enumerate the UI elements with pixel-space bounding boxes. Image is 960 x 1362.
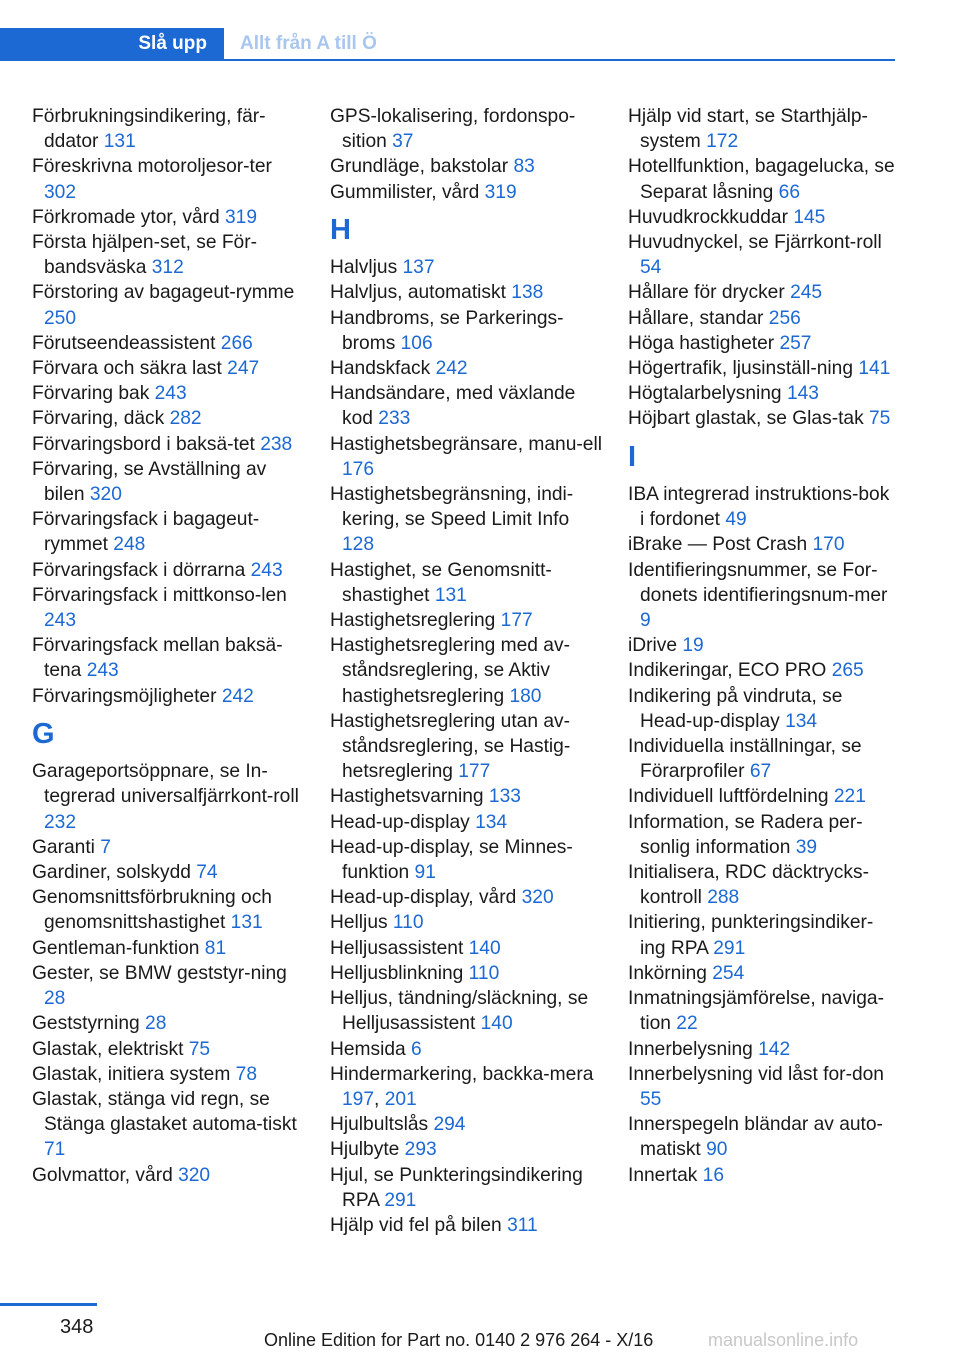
page-link[interactable]: 28 bbox=[44, 988, 66, 1010]
index-entry-text: Hastighetsvarning bbox=[330, 786, 489, 808]
index-entry-text: Förvaringsmöjligheter bbox=[32, 685, 222, 707]
page-link[interactable]: 291 bbox=[713, 937, 746, 959]
page-link[interactable]: 266 bbox=[220, 332, 253, 354]
index-entry bbox=[32, 230, 304, 280]
index-entry-text: Förvaringsfack i dörrarna bbox=[32, 559, 251, 581]
index-entry-text: Indikeringar, ECO PRO bbox=[628, 660, 832, 682]
index-entry bbox=[628, 734, 896, 784]
page-link[interactable]: 71 bbox=[44, 1139, 66, 1161]
page-link[interactable]: 232 bbox=[44, 811, 77, 833]
page-link[interactable]: 242 bbox=[221, 685, 254, 707]
index-entry-text: Hållare, standar bbox=[628, 307, 769, 329]
index-entry-text: Head-up-display bbox=[330, 811, 476, 833]
page-link[interactable]: 140 bbox=[468, 937, 501, 959]
index-entry bbox=[628, 633, 896, 658]
index-entry-text: Huvudkrockkuddar bbox=[628, 206, 794, 228]
page-link[interactable]: 22 bbox=[676, 1013, 698, 1035]
index-entry-text: Grundläge, bakstolar bbox=[330, 156, 514, 178]
index-entry bbox=[32, 860, 304, 885]
index-entry-text: Förutseendeassistent bbox=[32, 332, 221, 354]
page-link[interactable]: 143 bbox=[786, 383, 819, 405]
index-entry bbox=[32, 104, 304, 154]
index-entry bbox=[330, 784, 602, 809]
index-entry bbox=[32, 885, 304, 935]
page-link[interactable]: 6 bbox=[411, 1038, 422, 1060]
index-entry-text: Hastighetsreglering med av-ståndsreglering, se Aktiv hastighetsreglering bbox=[330, 635, 570, 707]
index-entry bbox=[32, 961, 304, 1011]
page-link[interactable]: 141 bbox=[858, 358, 891, 380]
index-entry-text: Innerbelysning bbox=[628, 1038, 759, 1060]
tab-sla-upp[interactable]: Slå upp bbox=[0, 28, 224, 60]
index-entry-text: Hjälp vid fel på bilen bbox=[330, 1214, 508, 1236]
index-entry bbox=[628, 482, 896, 532]
index-entry bbox=[330, 104, 602, 154]
index-entry-text: Inmatningsjämförelse, naviga-tion bbox=[628, 988, 884, 1035]
index-entry bbox=[330, 356, 602, 381]
page-link[interactable]: 142 bbox=[758, 1038, 791, 1060]
index-entry-text: Handskfack bbox=[330, 358, 436, 380]
index-entry-text: Geststyrning bbox=[32, 1013, 146, 1035]
index-entry bbox=[330, 1112, 602, 1137]
index-entry bbox=[32, 356, 304, 381]
index-entry-text: Helljusblinkning bbox=[330, 962, 469, 984]
page-link[interactable]: 201 bbox=[384, 1088, 417, 1110]
index-entry-text: Initiering, punkteringsindiker-ing RPA bbox=[628, 912, 874, 959]
index-entry bbox=[32, 633, 304, 683]
section-letter: H bbox=[330, 213, 351, 246]
index-entry-text: GPS-lokalisering, fordonspo-sition bbox=[330, 106, 576, 153]
index-entry-text: Höga hastigheter bbox=[628, 332, 780, 354]
index-entry bbox=[330, 482, 602, 558]
index-entry-text: Föreskrivna motoroljesor-ter bbox=[32, 156, 272, 178]
index-entry bbox=[32, 205, 304, 230]
index-entry-text: Individuell luftfördelning bbox=[628, 786, 834, 808]
index-entry-text: Förbrukningsindikering, fär-ddator bbox=[32, 106, 266, 153]
index-entry bbox=[32, 331, 304, 356]
page-link[interactable]: 247 bbox=[227, 358, 260, 380]
index-entry-text: Initialisera, RDC däcktrycks-kontroll bbox=[628, 862, 869, 909]
index-entry bbox=[330, 180, 602, 205]
index-entry-text: Förvaringsbord i baksä-tet bbox=[32, 433, 261, 455]
section-letter: G bbox=[32, 717, 55, 750]
index-entry-text: Head-up-display, vård bbox=[330, 887, 522, 909]
index-entry bbox=[330, 1163, 602, 1213]
index-entry bbox=[32, 457, 304, 507]
page-link[interactable]: 172 bbox=[706, 131, 739, 153]
index-entry bbox=[330, 154, 602, 179]
index-entry bbox=[628, 532, 896, 557]
index-entry-text: Förvaring, se Avställning av bilen bbox=[32, 458, 267, 506]
index-entry-text: Handbroms, se Parkerings-broms bbox=[330, 307, 564, 354]
index-entry-text: Innertak bbox=[628, 1164, 703, 1186]
page-link[interactable]: 19 bbox=[682, 635, 704, 657]
index-entry bbox=[330, 381, 602, 431]
index-entry-text: Hastighetsreglering bbox=[330, 610, 501, 632]
page-link[interactable]: 78 bbox=[235, 1063, 258, 1085]
page-link[interactable]: 49 bbox=[725, 509, 747, 531]
index-entry-text: Förvaring bak bbox=[32, 383, 155, 405]
index-entry-text: Förvaringsfack mellan baksä-tena bbox=[32, 635, 283, 682]
index-entry-text: Innerspegeln bländar av auto-matiskt bbox=[628, 1114, 883, 1161]
index-entry-text: Glastak, initiera system bbox=[32, 1063, 236, 1085]
index-entry-text: Information, se Radera per-sonlig information bbox=[628, 811, 863, 858]
page-link[interactable]: 176 bbox=[342, 458, 375, 480]
index-entry-text: Hastighetsbegränsare, manu-ell bbox=[330, 433, 602, 455]
index-entry bbox=[330, 1213, 602, 1238]
page-link[interactable]: 16 bbox=[702, 1164, 725, 1186]
index-entry bbox=[628, 1163, 896, 1188]
page-link[interactable]: 294 bbox=[433, 1114, 466, 1136]
index-entry-text: Hotellfunktion, bagagelucka, se Separat låsning bbox=[628, 156, 895, 203]
index-entry-text: Helljus bbox=[330, 912, 393, 934]
index-entry-text: IBA integrerad instruktions-bok i fordonet bbox=[628, 484, 890, 531]
page-link[interactable]: 37 bbox=[392, 131, 414, 153]
index-entry-text: Helljus, tändning/släckning, se Helljusassistent bbox=[330, 988, 589, 1035]
page-link[interactable]: 106 bbox=[400, 332, 433, 354]
page-link[interactable]: 83 bbox=[513, 156, 535, 178]
page-link[interactable]: 180 bbox=[509, 685, 542, 707]
index-entry-text: Hjulbyte bbox=[330, 1139, 405, 1161]
page-link[interactable]: 134 bbox=[785, 710, 818, 732]
page-link[interactable]: 319 bbox=[225, 206, 258, 228]
page-link[interactable]: 243 bbox=[154, 383, 187, 405]
index-entry-text: Indikering på vindruta, se Head-up-display bbox=[628, 685, 843, 732]
index-entry bbox=[330, 986, 602, 1036]
index-entry-text: Förvaringsfack i bagageut-rymmet bbox=[32, 509, 260, 556]
index-entry bbox=[628, 810, 896, 860]
index-column-1 bbox=[32, 104, 304, 1188]
page-link[interactable]: 257 bbox=[779, 332, 812, 354]
page-link[interactable]: 110 bbox=[392, 912, 424, 934]
index-entry-text: Huvudnyckel, se Fjärrkont-roll bbox=[628, 232, 882, 254]
page-link[interactable]: 233 bbox=[378, 408, 411, 430]
edition-note: Online Edition for Part no. 0140 2 976 264 - X/16 bbox=[264, 1330, 654, 1350]
page-link[interactable]: 177 bbox=[458, 761, 491, 783]
page-link[interactable]: 145 bbox=[793, 206, 826, 228]
index-entry bbox=[32, 1062, 304, 1087]
index-entry-text: iBrake — Post Crash bbox=[628, 534, 813, 556]
page-link[interactable]: 134 bbox=[475, 811, 508, 833]
section-letter: I bbox=[628, 440, 637, 473]
page-link[interactable]: 9 bbox=[640, 610, 651, 632]
index-entry bbox=[330, 1137, 602, 1162]
index-entry-text: Gardiner, solskydd bbox=[32, 862, 197, 884]
index-entry bbox=[330, 1037, 602, 1062]
page-link[interactable]: 288 bbox=[707, 887, 740, 909]
page-link[interactable]: 282 bbox=[169, 408, 202, 430]
watermark: manualsonline.info bbox=[708, 1330, 859, 1350]
index-entry bbox=[628, 784, 896, 809]
index-entry bbox=[32, 835, 304, 860]
index-entry-text: Hjul, se Punkteringsindikering RPA bbox=[330, 1164, 583, 1211]
index-entry bbox=[330, 910, 602, 935]
index-entry-text: Glastak, elektriskt bbox=[32, 1038, 189, 1060]
page-link[interactable]: 81 bbox=[204, 937, 227, 959]
page-link[interactable]: 177 bbox=[500, 610, 533, 632]
page-link[interactable]: 250 bbox=[44, 307, 77, 329]
index-column-3 bbox=[628, 104, 896, 1188]
index-entry bbox=[628, 381, 896, 406]
index-entry-text: Individuella inställningar, se Förarprofiler bbox=[628, 736, 862, 783]
page-link[interactable]: 90 bbox=[706, 1139, 728, 1161]
index-entry bbox=[32, 936, 304, 961]
index-entry bbox=[32, 406, 304, 431]
index-entry bbox=[628, 230, 896, 280]
page-link[interactable]: 137 bbox=[402, 257, 435, 279]
page-link[interactable]: 75 bbox=[869, 408, 891, 430]
index-entry-text: Inkörning bbox=[628, 962, 713, 984]
index-entry bbox=[628, 1037, 896, 1062]
index-entry bbox=[330, 810, 602, 835]
index-entry-text: Högtalarbelysning bbox=[628, 383, 787, 405]
index-entry bbox=[628, 356, 896, 381]
index-entry-text: Höjbart glastak, se Glas-tak bbox=[628, 408, 870, 430]
page-link[interactable]: 291 bbox=[384, 1189, 417, 1211]
tab-allt-fran-a-till-o[interactable]: Allt från A till Ö bbox=[240, 33, 377, 54]
page-link[interactable]: 55 bbox=[640, 1088, 662, 1110]
page-link[interactable]: 91 bbox=[414, 862, 436, 884]
index-entry bbox=[32, 1087, 304, 1163]
index-entry bbox=[628, 331, 896, 356]
index-entry-text: Första hjälpen-set, se För-bandsväska bbox=[32, 232, 258, 279]
index-entry bbox=[330, 255, 602, 280]
page-link[interactable]: 131 bbox=[103, 131, 136, 153]
index-entry: Hindermarkering, backka-mera 197, 201 bbox=[330, 1063, 594, 1110]
index-entry-text: Förvaringsfack i mittkonso-len bbox=[32, 584, 287, 606]
index-entry bbox=[628, 684, 896, 734]
index-entry-text: Hjälp vid start, se Starthjälp-system bbox=[628, 106, 868, 153]
index-entry-text: Innerbelysning vid låst for-don bbox=[628, 1063, 884, 1085]
page-link[interactable]: 320 bbox=[89, 484, 122, 506]
index-entry-text: Glastak, stänga vid regn, se Stänga glastaket automa-tiskt bbox=[32, 1088, 297, 1136]
index-entry-text: Hemsida bbox=[330, 1038, 412, 1060]
index-entry bbox=[628, 154, 896, 204]
index-entry-text: Högertrafik, ljusinställ-ning bbox=[628, 358, 859, 380]
page-link[interactable]: 39 bbox=[795, 836, 818, 858]
page-link[interactable]: 75 bbox=[188, 1038, 211, 1060]
index-entry bbox=[32, 759, 304, 835]
index-entry-text: Hastighetsbegränsning, indi-kering, se Speed Limit Info bbox=[330, 484, 574, 531]
page-link[interactable]: 311 bbox=[507, 1214, 538, 1236]
index-entry bbox=[628, 406, 896, 431]
page-link[interactable]: 28 bbox=[145, 1013, 167, 1035]
index-entry bbox=[32, 1163, 304, 1188]
page-link[interactable]: 133 bbox=[488, 786, 521, 808]
index-entry-text: Garageportsöppnare, se In-tegrerad universalfjärrkont-roll bbox=[32, 761, 299, 808]
index-entry-text: Hjulbultslås bbox=[330, 1114, 434, 1136]
page-link[interactable]: 66 bbox=[778, 181, 801, 203]
page-link[interactable]: 197 bbox=[342, 1088, 375, 1110]
index-entry-text: Halvljus, automatiskt bbox=[330, 282, 512, 304]
index-entry bbox=[32, 558, 304, 583]
page-link[interactable]: 74 bbox=[196, 862, 218, 884]
index-entry-text: iDrive bbox=[628, 635, 683, 657]
index-entry bbox=[628, 1112, 896, 1162]
index-entry bbox=[628, 280, 896, 305]
index-entry bbox=[32, 1037, 304, 1062]
index-entry bbox=[330, 608, 602, 633]
index-entry bbox=[330, 961, 602, 986]
page-link[interactable]: 302 bbox=[44, 181, 77, 203]
index-column-2 bbox=[330, 104, 602, 1238]
index-entry-text: Gester, se BMW geststyr-ning bbox=[32, 962, 287, 984]
index-entry-text: Förkromade ytor, vård bbox=[32, 206, 226, 228]
index-entry-text: Garanti bbox=[32, 836, 101, 858]
index-entry bbox=[628, 860, 896, 910]
index-entry bbox=[32, 583, 304, 633]
page-link[interactable]: 7 bbox=[100, 836, 111, 858]
page-link[interactable]: 256 bbox=[768, 307, 801, 329]
index-entry-text: Hastighet, se Genomsnitt-shastighet bbox=[330, 559, 552, 606]
index-entry bbox=[32, 280, 304, 330]
top-tab-bar bbox=[0, 28, 895, 62]
page-link[interactable]: 170 bbox=[812, 534, 845, 556]
page-link[interactable]: 131 bbox=[434, 584, 467, 606]
page-link[interactable]: 254 bbox=[712, 962, 745, 984]
page-link[interactable]: 243 bbox=[86, 660, 119, 682]
index-entry bbox=[330, 936, 602, 961]
index-entry bbox=[330, 306, 602, 356]
page-link[interactable]: 131 bbox=[230, 912, 263, 934]
index-entry-text: Identifieringsnummer, se For-donets identifieringsnum-mer bbox=[628, 559, 888, 606]
page-link[interactable]: 138 bbox=[511, 282, 544, 304]
index-entry bbox=[628, 1062, 896, 1112]
index-entry-text: Head-up-display, se Minnes-funktion bbox=[330, 836, 573, 884]
index-entry-text: Hindermarkering, backka-mera bbox=[330, 1063, 594, 1085]
index-entry-text: Hastighetsreglering utan av-ståndsreglering, se Hastig-hetsreglering bbox=[330, 710, 571, 783]
page-link[interactable]: 319 bbox=[484, 181, 517, 203]
page-link[interactable]: 140 bbox=[480, 1013, 513, 1035]
index-entry-text: Golvmattor, vård bbox=[32, 1164, 179, 1186]
index-entry bbox=[628, 558, 896, 634]
index-entry-text: Förvara och säkra last bbox=[32, 358, 228, 380]
footer-rule bbox=[0, 1303, 97, 1306]
page-link[interactable]: 67 bbox=[749, 761, 772, 783]
index-entry bbox=[32, 507, 304, 557]
index-entry bbox=[628, 205, 896, 230]
page-link[interactable]: 293 bbox=[404, 1139, 437, 1161]
index-entry bbox=[32, 432, 304, 457]
index-entry-text: Genomsnittsförbrukning och genomsnittshastighet bbox=[32, 887, 272, 934]
index-entry bbox=[330, 280, 602, 305]
page-link[interactable]: 242 bbox=[435, 358, 468, 380]
index-entry bbox=[628, 961, 896, 986]
index-entry-text: Handsändare, med växlande kod bbox=[330, 383, 576, 430]
index-entry-text: Hållare för drycker bbox=[628, 282, 791, 304]
page-link[interactable]: 221 bbox=[833, 786, 866, 808]
index-entry bbox=[628, 658, 896, 683]
index-entry bbox=[32, 684, 304, 709]
index-entry-text: Gummilister, vård bbox=[330, 181, 485, 203]
index-entry bbox=[32, 154, 304, 204]
page-link[interactable]: 265 bbox=[831, 660, 864, 682]
index-entry bbox=[330, 432, 602, 482]
page-link[interactable]: 243 bbox=[250, 559, 283, 581]
tab-underline bbox=[0, 59, 895, 61]
index-entry bbox=[330, 885, 602, 910]
index-entry bbox=[330, 709, 602, 785]
page-link[interactable]: 245 bbox=[790, 282, 823, 304]
page-link[interactable]: 110 bbox=[468, 962, 500, 984]
index-entry-text: Helljusassistent bbox=[330, 937, 469, 959]
index-entry bbox=[330, 633, 602, 709]
index-entry bbox=[330, 835, 602, 885]
index-entry bbox=[628, 986, 896, 1036]
page-link[interactable]: 248 bbox=[113, 534, 146, 556]
index-entry bbox=[32, 381, 304, 406]
page-link[interactable]: 320 bbox=[178, 1164, 211, 1186]
index-entry bbox=[330, 558, 602, 608]
page-number: 348 bbox=[60, 1316, 94, 1338]
page-link[interactable]: 238 bbox=[260, 433, 293, 455]
index-entry bbox=[628, 910, 896, 960]
page-link[interactable]: 312 bbox=[151, 257, 184, 279]
page-link[interactable]: 243 bbox=[44, 610, 77, 632]
page-link[interactable]: 320 bbox=[521, 887, 554, 909]
index-entry-text: Förvaring, däck bbox=[32, 408, 170, 430]
page-link[interactable]: 128 bbox=[342, 534, 375, 556]
index-entry-text: Gentleman-funktion bbox=[32, 937, 205, 959]
index-entry-text: Halvljus bbox=[330, 257, 403, 279]
page-link[interactable]: 54 bbox=[640, 257, 662, 279]
index-entry bbox=[32, 1011, 304, 1036]
index-entry bbox=[628, 306, 896, 331]
index-entry bbox=[628, 104, 896, 154]
index-entry-text: Förstoring av bagageut-rymme bbox=[32, 282, 295, 304]
